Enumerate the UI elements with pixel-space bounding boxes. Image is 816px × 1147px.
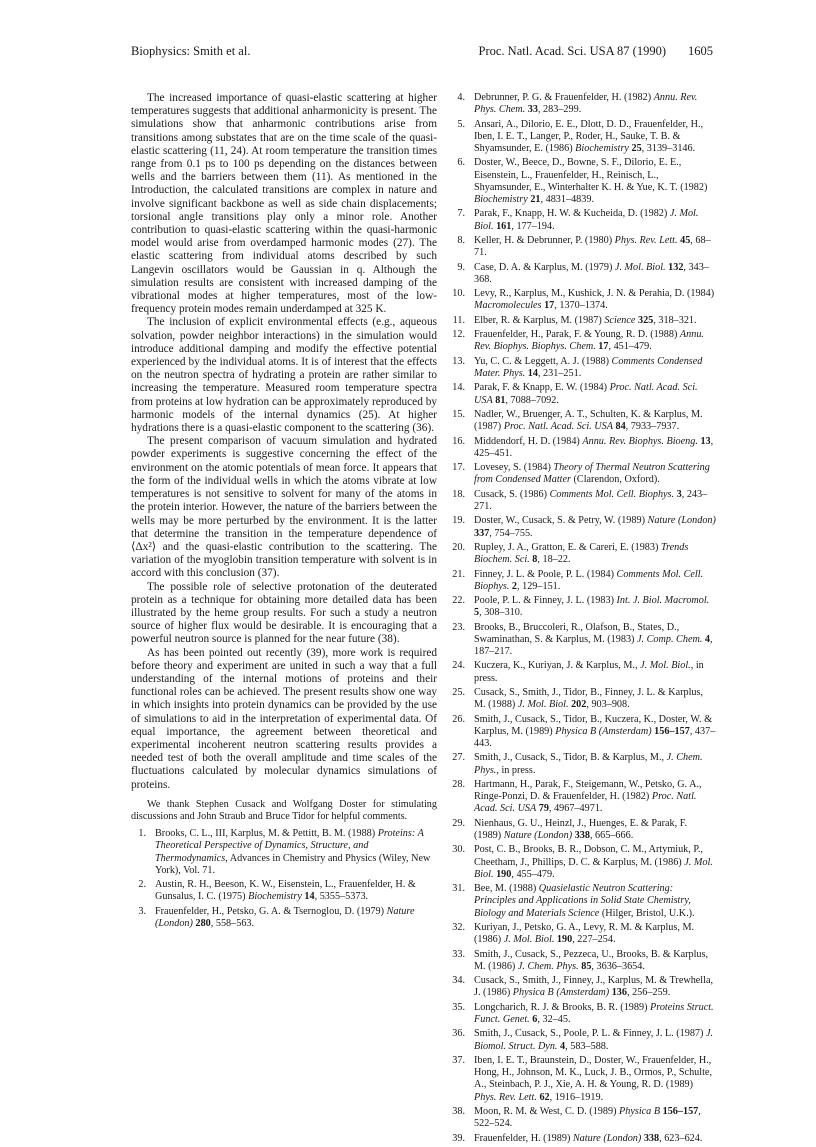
reference-pages: , 623–624. (659, 1132, 703, 1144)
reference-item (450, 436, 716, 460)
reference-item (450, 595, 716, 619)
reference-pages: , 187–217. (474, 633, 713, 658)
reference-pages: , 243–271. (474, 488, 708, 512)
reference-item (450, 687, 716, 711)
reference-authors: Finney, J. L. & Poole, P. L. (1984) (474, 568, 617, 580)
reference-volume: 132 (668, 261, 684, 273)
reference-source: Quasielastic Neutron Scattering: Principles and Applications in Solid State Chemistry, Biology and Materials Science (474, 883, 691, 919)
reference-number: 10. (452, 288, 465, 300)
reference-number: 26. (452, 713, 465, 725)
reference-source: J. Chem. Phys. (517, 960, 579, 972)
reference-item (450, 462, 716, 486)
reference-volume: 136 (611, 987, 627, 999)
reference-pages: , 558–563. (210, 917, 255, 929)
reference-volume: 81 (495, 394, 506, 406)
reference-item (450, 714, 716, 751)
reference-number: 29. (452, 817, 465, 829)
reference-authors: Nienhaus, G. U., Heinzl, J., Huenges, E. & Parak, F. (1989) (474, 817, 688, 842)
reference-authors: Rupley, J. A., Gratton, E. & Careri, E. (1983) (474, 541, 661, 553)
reference-source: Physica B (Amsterdam) (512, 987, 610, 999)
reference-source: J. Comp. Chem. (637, 633, 703, 645)
reference-pages: , 4967–4971. (548, 803, 603, 815)
header-journal-info (479, 44, 713, 59)
reference-number: 38. (452, 1106, 465, 1118)
reference-source: Int. J. Biol. Macromol. (616, 595, 710, 607)
reference-source: Phys. Rev. Lett. (614, 234, 678, 246)
reference-authors: Elber, R. & Karplus, M. (1987) (474, 314, 605, 326)
reference-volume: 33 (527, 104, 538, 116)
reference-source: Annu. Rev. Biophys. Bioeng. (582, 435, 698, 447)
reference-authors: Levy, R., Karplus, M., Kushick, J. N. & Perahia, D. (1984) (474, 288, 715, 300)
reference-source: J. Mol. Biol. (614, 261, 666, 273)
running-header (131, 44, 713, 62)
reference-pages: , 903–908. (586, 699, 630, 711)
reference-authors: Austin, R. H., Beeson, K. W., Eisenstein, L., Frauenfelder, H. & Gunsalus, I. C. (1975) (155, 879, 416, 903)
reference-item (450, 1133, 716, 1145)
reference-pages: , 177–194. (511, 220, 555, 232)
reference-number: 34. (452, 975, 465, 987)
reference-source: Phys. Rev. Lett. (474, 1091, 537, 1103)
reference-authors: Smith, J., Cusack, S., Tidor, B., Kuczera, K., Doster, W. & Karplus, M. (1989) (474, 713, 713, 737)
reference-authors: Iben, I. E. T., Braunstein, D., Doster, W., Frauenfelder, H., Hong, H., Johnson, M. K., Luck, J. B., Ormos, P., Schulte, A., Steinbach, P. J., Xie, A. H. & Young, R. D. (1989) (474, 1055, 712, 1091)
reference-source: Trends Biochem. Sci. (474, 541, 689, 566)
reference-item (450, 1055, 716, 1104)
reference-volume: 2 (511, 580, 518, 592)
reference-source: Comments Mol. Cell. Biophys. (549, 488, 675, 500)
reference-source: J. Mol. Biol. (503, 934, 555, 946)
reference-number: 14. (452, 382, 465, 394)
reference-source: J. Mol. Biol. (474, 856, 713, 880)
reference-item (450, 409, 716, 433)
reference-authors: Brooks, C. L., III, Karplus, M. & Pettitt, B. M. (1988) (155, 828, 378, 840)
reference-source: Annu. Rev. Phys. Chem. (474, 92, 698, 116)
reference-authors: Longcharich, R. J. & Brooks, B. R. (1989) (474, 1001, 651, 1013)
reference-source: Annu. Rev. Biophys. Biophys. Chem. (474, 329, 704, 353)
reference-volume: 14 (527, 367, 538, 379)
reference-source: Nature (London) (155, 905, 415, 929)
body-paragraph: The possible role of selective protonation of the deuterated protein as a technique for obtaining more detailed data has been illustrated by the heme group results. For such a study a neutron source of higher flux would be desirable. It is encouraging that a powerful neutron source is planned for the near future (38). (131, 580, 437, 646)
reference-number: 28. (452, 779, 465, 791)
body-paragraph: As has been pointed out recently (39), more work is required before theory and experiment are united in such a way that a full understanding of the internal motions of proteins and their functional roles can be achieved. The present results show one way in which insights into protein dynamics can be provided by the use of simulations to aid in the interpretation of experimental data. Of equal importance, the agreement between theoretical and experimental incoherent neutron scattering results provides a needed test of both the overall amplitude and time scales of the fluctuations calculated by molecular dynamics simulations of proteins. (131, 646, 437, 791)
reference-pages: , 308–310. (479, 607, 523, 619)
reference-item (450, 208, 716, 232)
reference-number: 27. (452, 752, 465, 764)
right-column (450, 92, 716, 1147)
reference-item (450, 844, 716, 881)
reference-volume: 21 (530, 194, 541, 205)
reference-pages: , 7088–7092. (505, 394, 559, 406)
reference-pages: , 522–524. (474, 1106, 701, 1130)
reference-item (450, 315, 716, 327)
reference-item (450, 779, 716, 816)
reference-number: 24. (452, 660, 465, 672)
reference-authors: Smith, J., Cusack, S., Pezzeca, U., Brooks, B. & Karplus, M. (1986) (474, 948, 709, 972)
reference-authors: Brooks, B., Bruccoleri, R., Olafson, B., States, D., Swaminathan, S. & Karplus, M. (1983) (474, 621, 680, 645)
reference-volume: 156–157 (662, 1106, 699, 1118)
reference-source: Proteins Struct. Funct. Genet. (474, 1001, 714, 1026)
reference-source: J. Mol. Biol. (640, 660, 691, 672)
reference-volume: 4 (560, 1040, 566, 1052)
reference-number: 31. (452, 883, 465, 895)
reference-number: 16. (452, 435, 465, 447)
reference-pages: , in press. (474, 660, 704, 684)
reference-number: 32. (452, 922, 465, 934)
reference-pages: , 583–588. (565, 1040, 609, 1052)
reference-pages: (Hilger, Bristol, U.K.). (599, 907, 695, 919)
reference-pages: , 129–151. (517, 580, 561, 592)
reference-authors: Lovesey, S. (1984) (474, 462, 554, 474)
reference-volume: 190 (496, 868, 512, 880)
reference-volume: 5 (474, 607, 480, 619)
reference-pages: , 437–443. (474, 725, 716, 750)
reference-source: J. Mol. Biol. (517, 699, 569, 711)
reference-source: Biochemistry (248, 891, 302, 903)
reference-pages: , 318–321. (653, 314, 697, 326)
reference-volume: 62 (539, 1091, 550, 1103)
reference-pages: , 425–451. (474, 435, 714, 459)
reference-number: 21. (452, 568, 465, 580)
reference-authors: Frauenfelder, H. (1989) (474, 1132, 573, 1144)
reference-number: 11. (452, 314, 465, 326)
reference-authors: Bee, M. (1988) (474, 883, 539, 895)
reference-pages: , 451–479. (608, 341, 652, 353)
reference-source: Nature (London) (647, 515, 716, 527)
reference-source: Biochemistry (474, 194, 528, 205)
reference-number: 15. (452, 408, 465, 420)
reference-authors: Doster, W., Beece, D., Bowne, S. F., Dilorio, E. E., Eisenstein, L., Frauenfelder, H., Reinisch, L., Shyamsunder, E., Winterhalter K. H. & Yue, K. T. (1982) (474, 157, 708, 193)
reference-authors: Cusack, S. (1986) (474, 488, 550, 500)
reference-source: J. Biomol. Struct. Dyn. (474, 1028, 714, 1052)
reference-pages: , in press. (496, 764, 536, 776)
reference-volume: 45 (680, 234, 691, 246)
reference-item (450, 157, 716, 206)
reference-volume: 8 (532, 554, 538, 566)
reference-item (450, 92, 716, 116)
reference-number: 9. (457, 261, 465, 273)
reference-authors: Cusack, S., Smith, J., Finney, J., Karplus, M. & Trewhella, J. (1986) (474, 975, 714, 999)
reference-volume: 3 (676, 488, 682, 500)
reference-number: 8. (457, 234, 465, 246)
reference-source: Proteins: A Theoretical Perspective of Dynamics, Structure, and Thermodynamics (155, 828, 424, 864)
reference-pages: , 32–45. (537, 1014, 571, 1026)
reference-pages: , 665–666. (589, 830, 634, 842)
reference-authors: Ansari, A., Dilorio, E. E., Dlott, D. D., Frauenfelder, H., Iben, I. E. T., Langer, P., Roder, H., Sauke, T. B. & Shyamsunder, E. (1986) (474, 118, 704, 154)
reference-source: Nature (London) (572, 1132, 642, 1144)
reference-item (450, 569, 716, 593)
reference-number: 6. (457, 157, 465, 169)
reference-authors: Smith, J., Cusack, S., Poole, P. L. & Finney, J. L. (1987) (474, 1028, 706, 1040)
reference-source: Macromolecules (474, 300, 542, 312)
reference-volume: 84 (615, 421, 626, 433)
reference-item (450, 883, 716, 920)
reference-source: Proc. Natl. Acad. Sci. USA (474, 791, 697, 815)
reference-item (450, 1106, 716, 1130)
reference-volume: 161 (496, 220, 512, 232)
reference-pages: , 3139–3146. (641, 143, 696, 154)
reference-pages: , 754–755. (489, 527, 533, 539)
reference-authors: Nadler, W., Bruenger, A. T., Schulten, K. & Karplus, M. (1987) (474, 408, 703, 433)
reference-number: 20. (452, 541, 465, 553)
reference-authors: Case, D. A. & Karplus, M. (1979) (474, 261, 615, 273)
reference-pages: , 1916–1919. (549, 1091, 604, 1103)
reference-number: 2. (138, 879, 146, 891)
reference-source: Physica B (Amsterdam) (555, 725, 652, 737)
reference-item (131, 906, 437, 930)
reference-number: 1. (138, 828, 146, 840)
reference-authors: Post, C. B., Brooks, B. R., Dobson, C. M., Artymiuk, P., Cheetham, J., Phillips, D. C. & Karplus, M. (1986) (474, 844, 703, 868)
reference-volume: 190 (556, 934, 573, 946)
body-paragraph: The increased importance of quasi-elastic scattering at higher temperatures suggests that additional anharmonicity is present. The simulations show that anharmonic contributions arise from transitions among substates that are on the time scale of the quasi-elastic scattering (11, 24). At room temperature the transition times range from 0.1 ps to 100 ps depending on the distances between wells and the barriers between them (11). As mentioned in the Introduction, the calculated transitions are complex in nature and involve significant backbone as well as side chain displacements; torsional angle transitions play only a minor role. Another contribution to quasi-elastic scattering within the quasi-harmonic model would arise from overdamped harmonic modes (27). The elastic scattering from individual atoms described by such Langevin oscillators would be Gaussian in q. Although the simulation results are consistent with increased damping of the vibrational modes at higher temperatures, most of the low-frequency protein modes remain underdamped at 325 K. (131, 92, 437, 316)
reference-authors: Parak, F., Knapp, H. W. & Kucheida, D. (1982) (474, 208, 670, 220)
reference-pages: (Clarendon, Oxford). (570, 474, 660, 486)
reference-pages: , 3636–3654. (591, 960, 645, 972)
reference-authors: Hartmann, H., Parak, F., Steigemann, W., Petsko, G. A., Ringe-Ponzi, D. & Frauenfelder, H. (1982) (474, 779, 702, 803)
reference-item (450, 975, 716, 999)
reference-number: 13. (452, 355, 465, 367)
body-paragraph: The present comparison of vacuum simulation and hydrated powder experiments is suggestive concerning the effect of the environment on the atomic potentials of mean force. It appears that the form of the individual wells in which the atoms vibrate at low temperatures is not sensitive to solvent for many of the atoms in the protein interior. However, the nature of the barriers between the wells may be more perturbed by the environment. It is the latter that determine the transition in the temperature dependence of ⟨Δx²⟩ and the quasi-elastic contribution to the scattering. The variation of the myoglobin transition temperature with solvent is in accord with this conclusion (37). (131, 435, 437, 580)
reference-number: 12. (452, 329, 465, 341)
reference-number: 25. (452, 687, 465, 699)
reference-number: 23. (452, 621, 465, 633)
reference-item (450, 752, 716, 776)
reference-volume: 85 (581, 960, 592, 972)
reference-authors: Smith, J., Cusack, S., Tidor, B. & Karplus, M., (474, 752, 667, 764)
reference-number: 22. (452, 595, 465, 607)
reference-source: J. Chem. Phys. (474, 752, 703, 776)
reference-item (450, 622, 716, 659)
reference-item (450, 382, 716, 406)
reference-item (450, 329, 716, 353)
reference-item (450, 288, 716, 312)
reference-pages: , 7933–7937. (625, 421, 680, 433)
reference-authors: Frauenfelder, H., Petsko, G. A. & Tsernoglou, D. (1979) (155, 905, 387, 917)
reference-item (450, 119, 716, 156)
reference-authors: Middendorf, H. D. (1984) (474, 435, 583, 447)
reference-pages: , Advances in Chemistry and Physics (Wiley, New York), Vol. 71. (155, 852, 431, 876)
reference-number: 17. (452, 462, 465, 474)
reference-item (450, 515, 716, 539)
reference-volume: 325 (637, 314, 654, 326)
reference-number: 7. (457, 208, 465, 220)
reference-authors: Kuczera, K., Kuriyan, J. & Karplus, M., (474, 660, 641, 672)
reference-item (450, 542, 716, 566)
reference-authors: Keller, H. & Debrunner, P. (1980) (474, 234, 615, 246)
reference-number: 4. (457, 92, 465, 103)
header-section: Biophysics: Smith et al. (131, 44, 251, 58)
reference-source: Science (604, 314, 636, 326)
reference-item (450, 356, 716, 380)
reference-source: J. Mol. Biol. (474, 208, 699, 232)
reference-source: Proc. Natl. Acad. Sci. USA (503, 421, 613, 433)
reference-source: Comments Condensed Mater. Phys. (474, 355, 703, 379)
reference-authors: Parak, F. & Knapp, E. W. (1984) (474, 382, 610, 394)
reference-pages: , 231–251. (537, 367, 582, 379)
reference-authors: Cusack, S., Smith, J., Tidor, B., Finney, J. L. & Karplus, M. (1988) (474, 687, 704, 711)
reference-volume: 17 (598, 341, 609, 353)
reference-number: 35. (452, 1001, 465, 1013)
reference-volume: 338 (574, 830, 590, 842)
reference-number: 5. (457, 118, 465, 130)
reference-item (450, 922, 716, 946)
reference-source: Biochemistry (575, 143, 629, 154)
reference-number: 33. (452, 948, 465, 960)
reference-volume: 202 (571, 699, 587, 711)
reference-volume: 14 (304, 891, 315, 903)
reference-item (450, 818, 716, 842)
reference-authors: Poole, P. L. & Finney, J. L. (1983) (474, 595, 617, 607)
reference-volume: 280 (195, 917, 211, 929)
reference-authors: Frauenfelder, H., Parak, F. & Young, R. D. (1988) (474, 329, 680, 341)
reference-pages: , 343–368. (474, 261, 709, 285)
reference-authors: Moon, R. M. & West, C. D. (1989) (474, 1106, 620, 1118)
reference-list-left (131, 828, 437, 930)
reference-pages: , 18–22. (537, 554, 571, 566)
reference-number: 37. (452, 1055, 465, 1067)
reference-source: Nature (London) (503, 830, 573, 842)
reference-pages: , 227–254. (572, 934, 616, 946)
reference-volume: 13 (700, 435, 711, 447)
reference-item (450, 262, 716, 286)
acknowledgment: We thank Stephen Cusack and Wolfgang Doster for stimulating discussions and John Straub and Bruce Tidor for helpful comments. (131, 798, 437, 822)
reference-pages: , 4831–4839. (540, 194, 594, 205)
reference-pages: , 283–299. (537, 104, 582, 116)
reference-item (450, 235, 716, 259)
reference-volume: 6 (532, 1014, 538, 1026)
reference-item (450, 1028, 716, 1052)
page-number: 1605 (688, 44, 713, 58)
reference-pages: , 256–259. (626, 987, 671, 999)
reference-authors: Kuriyan, J., Petsko, G. A., Levy, R. M. & Karplus, M. (1986) (474, 922, 695, 946)
reference-number: 36. (452, 1028, 465, 1040)
reference-item (131, 879, 437, 903)
reference-item (450, 489, 716, 513)
reference-volume: 17 (544, 300, 555, 312)
reference-volume: 79 (538, 803, 549, 815)
reference-authors: Yu, C. C. & Leggett, A. J. (1988) (474, 355, 612, 367)
reference-list-right (450, 92, 716, 1145)
left-column (131, 92, 437, 932)
body-paragraph: The inclusion of explicit environmental effects (e.g., aqueous solvation, powder neighbor interactions) in the simulation would introduce additional damping and modify the effective potential experienced by the individual atoms. It is of interest that the effects on the neutron spectra of hydrating a protein are rather similar to increasing the temperature. Measured room temperature spectra from proteins at low hydration can be approximately reproduced by harmonic models of the internal dynamics (25). At higher hydrations there is a quasi-elastic component to the scattering (36). (131, 316, 437, 435)
reference-number: 3. (138, 905, 146, 917)
reference-number: 30. (452, 844, 465, 856)
reference-authors: Doster, W., Cusack, S. & Petry, W. (1989) (474, 515, 648, 527)
reference-source: Physica B (619, 1106, 661, 1118)
reference-pages: , 1370–1374. (554, 300, 608, 312)
reference-item (450, 660, 716, 684)
reference-authors: Debrunner, P. G. & Frauenfelder, H. (1982) (474, 92, 654, 103)
reference-volume: 25 (631, 143, 642, 154)
reference-pages: , 5355–5373. (314, 891, 369, 903)
reference-pages: , 68–71. (474, 234, 711, 259)
reference-volume: 338 (643, 1132, 660, 1144)
reference-source: Theory of Thermal Neutron Scattering from Condensed Matter (474, 462, 710, 486)
reference-volume: 337 (474, 527, 490, 539)
reference-number: 39. (452, 1132, 465, 1144)
reference-pages: , 455–479. (511, 868, 555, 880)
header-journal: Proc. Natl. Acad. Sci. USA 87 (1990) (478, 44, 666, 58)
reference-number: 19. (452, 515, 465, 527)
reference-volume: 4 (704, 633, 711, 645)
reference-volume: 156–157 (654, 725, 690, 737)
reference-source: Comments Mol. Cell. Biophys. (474, 568, 704, 592)
reference-source: Proc. Natl. Acad. Sci. USA (474, 382, 698, 406)
reference-number: 18. (452, 488, 465, 500)
reference-item (131, 828, 437, 877)
reference-item (450, 1002, 716, 1026)
reference-item (450, 949, 716, 973)
